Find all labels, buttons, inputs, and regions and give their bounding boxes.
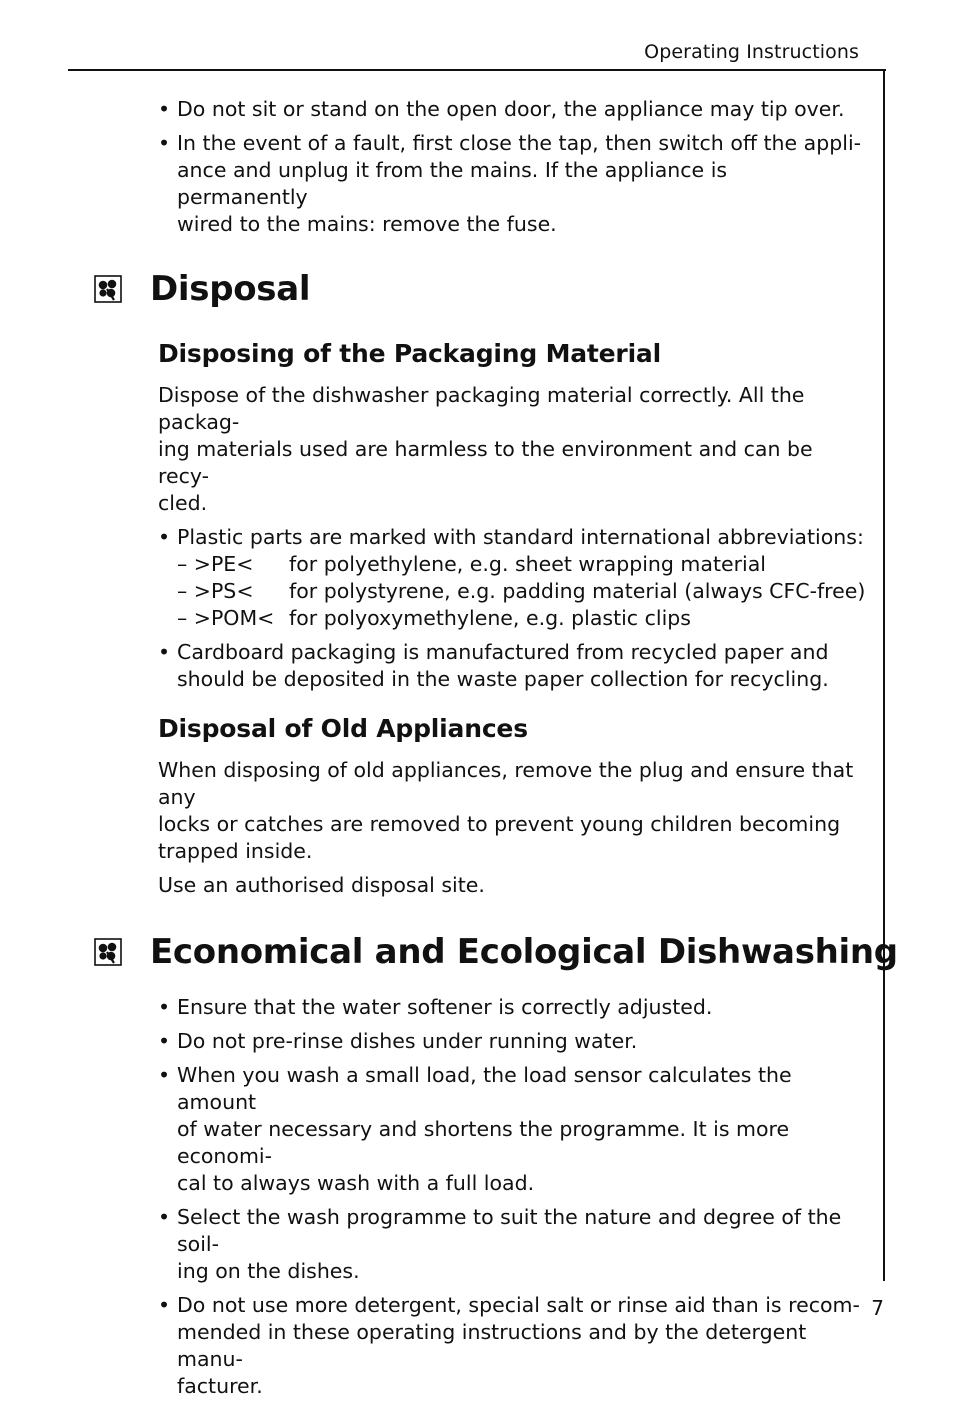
list-item [158,1062,864,1197]
list-item [158,994,864,1021]
abbreviation-description: for polystyrene, e.g. padding material (always CFC-free) [289,579,866,603]
abbreviation-code: – >POM< [177,606,275,630]
bullet-symbol: • [158,640,171,664]
disposal-site-paragraph: Use an authorised disposal site. [158,873,485,897]
list-item [158,1292,864,1400]
abbreviation-row [177,578,864,605]
list-item [158,1028,864,1055]
abbreviation-row [177,551,864,578]
packaging-bullet-list [158,524,864,693]
page-content [150,96,898,1407]
list-item [158,639,864,693]
packaging-paragraph: Dispose of the dishwasher packaging material correctly. All the packag- ing materials used are harmless to the environment and can be recy- cled. [158,383,813,515]
section-title: Economical and Ecological Dishwashing [150,932,898,972]
bullet-text: Cardboard packaging is manufactured from recycled paper and should be deposited in the waste paper collection for recycling. [177,640,829,691]
bullet-symbol: • [158,1293,171,1317]
bullet-symbol: • [158,1063,171,1087]
bullet-symbol: • [158,97,171,121]
bullet-text: Select the wash programme to suit the nature and degree of the soil- ing on the dishes. [177,1205,842,1283]
list-item [158,96,864,123]
abbreviation-row [177,605,864,632]
disposal-heading [94,268,864,310]
intro-bullet-list [158,96,864,238]
abbreviation-description: for polyethylene, e.g. sheet wrapping material [289,552,766,576]
old-appliances-paragraph: When disposing of old appliances, remove the plug and ensure that any locks or catches are removed to prevent young children becoming trapped inside. [158,758,854,863]
packaging-heading: Disposing of the Packaging Material [158,339,661,368]
bullet-text: Plastic parts are marked with standard international abbreviations: [177,525,864,549]
bullet-text: Do not pre-rinse dishes under running water. [177,1029,638,1053]
bullet-text: Ensure that the water softener is correctly adjusted. [177,995,713,1019]
old-appliances-heading: Disposal of Old Appliances [158,714,528,743]
abbreviation-code: – >PE< [177,552,254,576]
list-item [158,130,864,238]
list-item [158,524,864,632]
abbreviation-list [177,551,864,632]
section-title: Disposal [150,269,311,309]
bullet-text: Do not use more detergent, special salt or rinse aid than is recom- mended in these operating instructions and by the detergent manu- facturer. [177,1293,860,1398]
abbreviation-description: for polyoxymethylene, e.g. plastic clips [289,606,691,630]
header-rule [68,69,886,71]
bullet-symbol: • [158,1205,171,1229]
bullet-symbol: • [158,525,171,549]
bullet-symbol: • [158,995,171,1019]
list-item [158,1204,864,1285]
bullet-symbol: • [158,131,171,155]
running-header: Operating Instructions [644,41,859,63]
clover-icon [94,938,122,966]
economical-heading [94,931,898,973]
bullet-text: Do not sit or stand on the open door, the appliance may tip over. [177,97,845,121]
clover-icon [94,275,122,303]
bullet-text: When you wash a small load, the load sensor calculates the amount of water necessary and shortens the programme. It is more economi- cal to always wash with a full load. [177,1063,792,1195]
bullet-symbol: • [158,1029,171,1053]
abbreviation-code: – >PS< [177,579,254,603]
bullet-text: In the event of a fault, first close the tap, then switch off the appli- ance and unplug it from the mains. If the appliance is permanently wired to the mains: remove the fuse. [177,131,862,236]
page-number: 7 [871,1296,884,1320]
economical-bullet-list [158,994,864,1400]
side-rule [883,69,885,1281]
